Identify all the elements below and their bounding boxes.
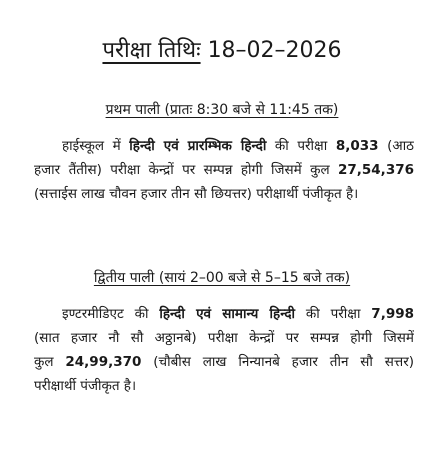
subject-name: हिन्दी एवं सामान्य हिन्दी: [159, 306, 296, 322]
first-shift-line-2: [34, 158, 414, 182]
first-shift-heading: प्रथम पाली (प्रातः 8:30 बजे से 11:45 तक): [105, 102, 339, 118]
subject-name: हिन्दी एवं प्रारम्भिक हिन्दी: [129, 138, 267, 154]
exam-date-value: 18–02–2026: [207, 38, 342, 63]
exam-centre-count: 7,998: [371, 306, 414, 322]
second-shift-line-4: परीक्षार्थी पंजीकृत है।: [34, 378, 137, 394]
first-shift-paragraph: [34, 134, 414, 206]
exam-centre-count: 8,033: [335, 138, 379, 154]
second-shift-heading: द्वितीय पाली (सायं 2–00 बजे से 5–15 बजे तक): [93, 270, 351, 286]
candidate-count: 24,99,370: [65, 354, 142, 370]
text-run: इण्टरमीडिएट की: [62, 306, 160, 322]
text-run: (आठ: [378, 138, 414, 154]
second-shift-line-2: (सात हजार नौ सौ अठ्ठानबे) परीक्षा केन्द्रों पर सम्पन्न होगी जिसमें: [34, 330, 414, 346]
text-run: कुल: [34, 354, 66, 370]
page-title: [0, 36, 444, 66]
text-run: (चौबीस लाख निन्यानबे हजार तीन सौ सत्तर): [141, 354, 414, 370]
exam-date-label: परीक्षा तिथिः: [102, 38, 201, 63]
first-shift-line-3: (सत्ताईस लाख चौवन हजार तीन सौ छियत्तर) परीक्षार्थी पंजीकृत है।: [34, 186, 359, 202]
second-shift-line-1: [34, 302, 414, 326]
first-shift-line-1: [34, 134, 414, 158]
second-shift-paragraph: [34, 302, 414, 398]
text-run: की परीक्षा: [266, 138, 336, 154]
text-run: हाईस्कूल में: [62, 138, 130, 154]
text-run: की परीक्षा: [295, 306, 372, 322]
candidate-count: 27,54,376: [337, 162, 414, 178]
text-run: हजार तैंतीस) परीक्षा केन्द्रों पर सम्पन्न होगी जिसमें कुल: [34, 162, 338, 178]
second-shift-line-3: [34, 350, 414, 374]
